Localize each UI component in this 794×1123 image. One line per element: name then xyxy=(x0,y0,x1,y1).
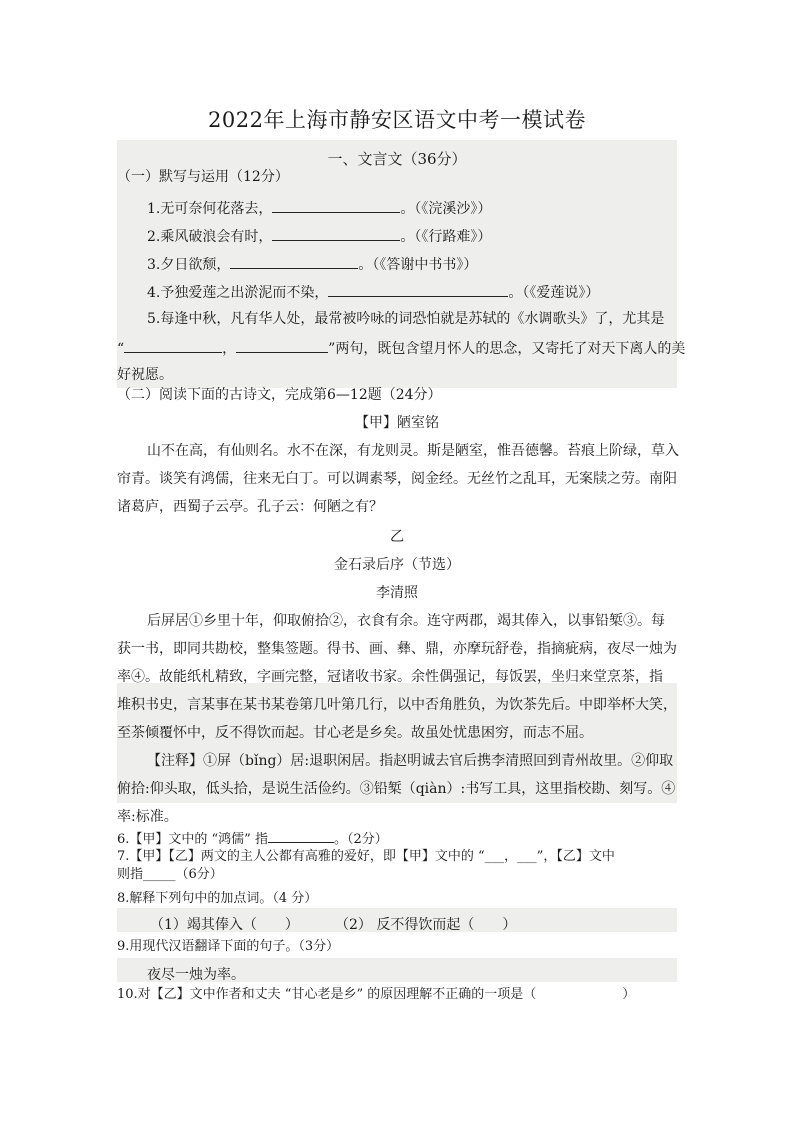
answer-blank[interactable] xyxy=(272,226,400,241)
passage-jia-title: 【甲】陋室铭 xyxy=(355,415,439,431)
part2-heading: （二）阅读下面的古诗文，完成第6—12题（24分） xyxy=(117,387,442,403)
passage-jia-line-3: 诸葛庐，西蜀子云亭。孔子云：何陋之有？ xyxy=(117,499,383,515)
question-5-line-3: 好祝愿。 xyxy=(117,367,173,383)
note-line-2: 俯拾:仰头取，低头拾，是说生活俭约。③铅椠（qiàn）:书写工具，这里指校勘、刻写。④ xyxy=(117,781,676,797)
question-8-item-2: （2） 反不得饮而起（ ） xyxy=(335,917,517,933)
answer-blank[interactable] xyxy=(124,338,222,353)
exam-title: 2022年上海市静安区语文中考一模试卷 xyxy=(208,108,586,132)
question-5-line-1: 5.每逢中秋，凡有华人处，最常被吟咏的词恐怕就是苏轼的《水调歌头》了，尤其是 xyxy=(147,311,665,327)
question-4: 4.予独爱莲之出淤泥而不染， 。（《爱莲说》） xyxy=(147,282,599,302)
question-5-line-2: “ ， ”两句，既包含望月怀人的思念，又寄托了对天下离人的美 xyxy=(117,338,685,358)
passage-yi-mark: 乙 xyxy=(390,529,404,545)
passage-yi-line-1: 后屏居①乡里十年，仰取俯拾②，衣食有余。连守两郡，竭其俸入，以事铅椠③。每 xyxy=(147,613,665,629)
question-8-item-1: （1）竭其俸入（ ） xyxy=(150,917,299,933)
question-7-line-1: 7.【甲】【乙】两文的主人公都有高雅的爱好，即【甲】文中的 “___，___”，【乙】文中 xyxy=(117,849,615,864)
passage-yi-author: 李清照 xyxy=(376,585,418,601)
part1-heading: （一）默写与运用（12分） xyxy=(117,169,289,185)
answer-blank[interactable] xyxy=(236,338,328,353)
answer-blank[interactable] xyxy=(268,828,334,843)
question-9-sentence: 夜尽一烛为率。 xyxy=(147,967,245,983)
note-line-3: 率:标准。 xyxy=(117,809,178,825)
answer-blank[interactable] xyxy=(272,198,400,213)
answer-blank[interactable] xyxy=(328,282,508,297)
answer-blank[interactable] xyxy=(230,254,358,269)
question-3: 3.夕日欲颓， 。（《答谢中书书》） xyxy=(147,254,477,274)
passage-yi-line-4: 堆积书史，言某事在某书某卷第几叶第几行，以中否角胜负，为饮茶先后。中即举杯大笑， xyxy=(117,697,677,713)
passage-yi-line-3: 率④。故能纸札精致，字画完整，冠诸收书家。余性偶强记，每饭罢，坐归来堂烹茶，指 xyxy=(117,669,663,685)
question-9-stem: 9.用现代汉语翻译下面的句子。（3分） xyxy=(117,939,340,954)
note-line-1: 【注释】①屏（bǐng）居:退职闲居。指赵明诚去官后携李清照回到青州故里。②仰取 xyxy=(147,753,674,769)
question-1: 1.无可奈何花落去， 。（《浣溪沙》） xyxy=(147,198,491,218)
question-2: 2.乘风破浪会有时， 。（《行路难》） xyxy=(147,226,491,246)
passage-yi-line-5: 至茶倾覆怀中，反不得饮而起。甘心老是乡矣。故虽处忧患困穷，而志不屈。 xyxy=(117,725,593,741)
question-8-stem: 8.解释下列句中的加点词。（4 分） xyxy=(117,891,318,906)
passage-jia-line-2: 帘青。谈笑有鸿儒，往来无白丁。可以调素琴，阅金经。无丝竹之乱耳，无案牍之劳。南阳 xyxy=(117,471,677,487)
question-7-line-2: 则指_____（6分） xyxy=(117,867,223,882)
passage-jia-line-1: 山不在高，有仙则名。水不在深，有龙则灵。斯是陋室，惟吾德馨。苔痕上阶绿，草入 xyxy=(147,443,679,459)
passage-yi-title: 金石录后序（节选） xyxy=(334,557,460,573)
question-10-stem: 10.对【乙】文中作者和丈夫 “甘心老是乡” 的原因理解不正确的一项是（ ） xyxy=(117,987,636,1002)
passage-yi-line-2: 获一书，即同共勘校，整集签题。得书、画、彝、鼎，亦摩玩舒卷，指摘疵病，夜尽一烛为 xyxy=(117,641,677,657)
question-6: 6.【甲】文中的 “鸿儒” 指 。（2分） xyxy=(117,828,388,849)
section-heading: 一、文言文（36分） xyxy=(327,150,467,168)
